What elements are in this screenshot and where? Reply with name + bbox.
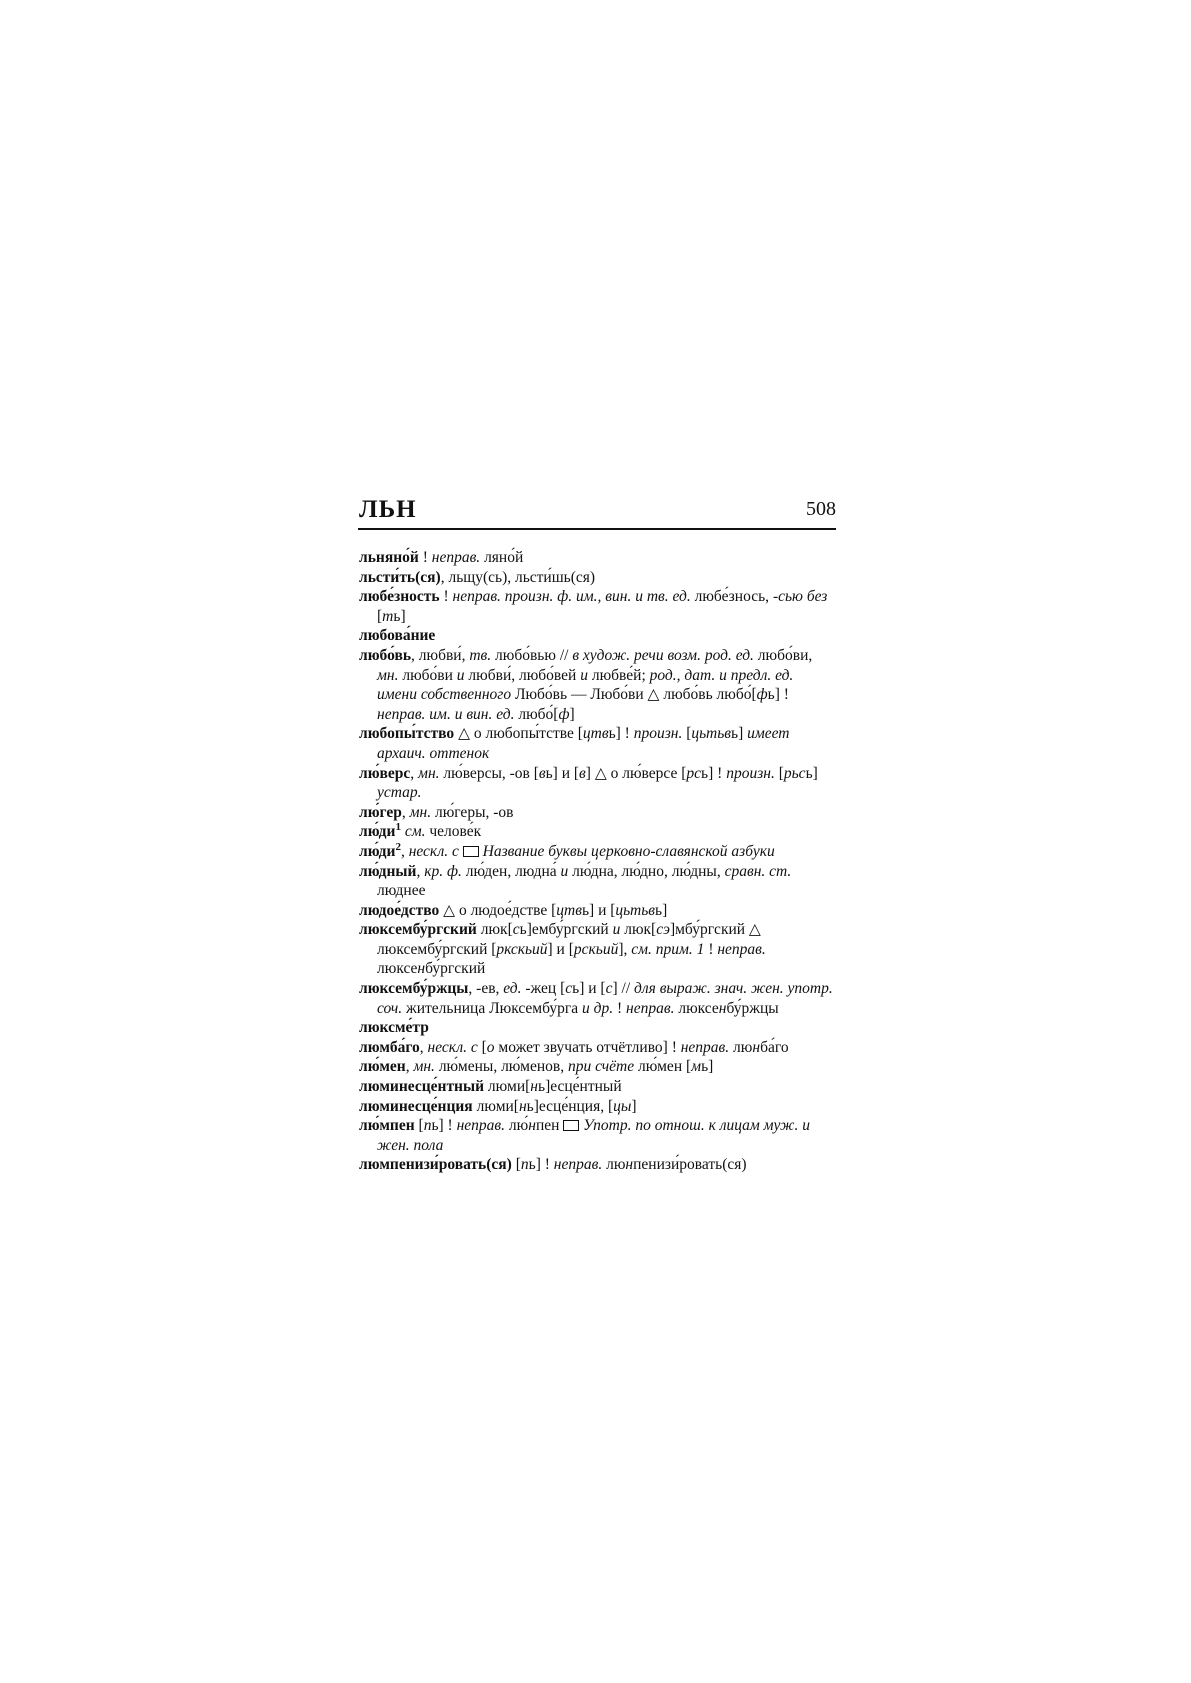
dictionary-entries xyxy=(359,548,837,1175)
headword: лю́дный xyxy=(359,862,417,880)
dictionary-entry: лю́верс, мн. лю́версы, -ов [вь] и [в] △ о лю́версе [рсь] ! произн. [рьсь] устар. xyxy=(359,764,818,802)
dictionary-entry: любо́вь, любви́, тв. любо́вью // в худож. речи возм. род. ед. любо́ви, мн. любо́ви и любви́, любо́вей и любве́й; род., дат. и предл. ед. имени собственного Любо́вь — Любо́ви △ любо́вь любо́[фь] ! неправ. им. и вин. ед. любо́[ф] xyxy=(359,646,813,723)
headword: любо́вь xyxy=(359,646,412,664)
dictionary-entry: лю́мен, мн. лю́мены, лю́менов, при счёте лю́мен [мь] xyxy=(359,1058,714,1076)
page-header xyxy=(359,496,836,526)
dictionary-entry: люксембу́ржцы, -ев, ед. -жец [сь] и [с] // для выраж. знач. жен. употр. соч. жительница Люксембу́рга и др. ! неправ. люксенбу́ржцы xyxy=(359,980,833,1017)
dictionary-entry: лю́мпен [пь] ! неправ. лю́нпен Употр. по отнош. к лицам муж. и жен. пола xyxy=(359,1117,810,1154)
dictionary-entry: люмба́го, нескл. с [о может звучать отчётливо] ! неправ. люнба́го xyxy=(359,1038,789,1056)
headword: льсти́ть(ся) xyxy=(359,568,441,586)
headword: любе́зность xyxy=(359,588,440,606)
dictionary-entry: любопы́тство △ о любопы́тстве [цтвь] ! произн. [цьтьвь] имеет архаич. оттенок xyxy=(359,725,790,762)
headword: люминесце́нтный xyxy=(359,1078,485,1096)
dictionary-entry: люксембу́ргский люк[сь]ембу́ргский и люк[сэ]мбу́ргский △ люксембу́ргский [ркскьий] и [рскьий], см. прим. 1 ! неправ. люксенбу́ргский xyxy=(359,921,766,978)
headword: люксме́тр xyxy=(359,1019,429,1037)
header-rule xyxy=(358,528,836,530)
running-head: ЛЬН xyxy=(359,496,417,523)
dictionary-entry: $лю́ди^1$ см. челове́к xyxy=(359,821,482,841)
dictionary-entry xyxy=(359,626,837,646)
homonym-number: 1 xyxy=(395,821,401,834)
headword: людое́дство xyxy=(359,901,440,919)
dictionary-entry: $лю́ди^2$, нескл. с Название буквы церковно-славянской азбуки xyxy=(359,840,775,860)
dictionary-entry: льняно́й ! неправ. ляно́й xyxy=(359,549,524,566)
page-number: 508 xyxy=(806,498,836,520)
headword: льняно́й xyxy=(359,549,419,566)
dictionary-entry: лю́гер, мн. лю́геры, -ов xyxy=(359,803,514,821)
headword: любопы́тство xyxy=(359,725,455,743)
dictionary-entry: люминесце́нция люми[нь]есце́нция, [цы] xyxy=(359,1097,637,1115)
headword: люмба́го xyxy=(359,1038,420,1056)
headword: лю́ди xyxy=(359,842,396,860)
dictionary-entry: люмпенизи́ровать(ся) [пь] ! неправ. люнпенизи́ровать(ся) xyxy=(359,1156,747,1174)
dictionary-entry: люминесце́нтный люми[нь]есце́нтный xyxy=(359,1078,622,1096)
headword: лю́верс xyxy=(359,764,411,782)
note-square-icon xyxy=(563,1120,579,1131)
headword: лю́гер xyxy=(359,803,402,821)
headword: люксембу́ргский xyxy=(359,921,477,939)
homonym-number: 2 xyxy=(395,840,401,853)
dictionary-entry: любе́зность ! неправ. произн. ф. им., вин. и тв. ед. любе́знось, -сью без [ть] xyxy=(359,588,828,625)
headword: лю́ди xyxy=(359,823,396,841)
headword: лю́мпен xyxy=(359,1117,415,1135)
headword: лю́мен xyxy=(359,1058,406,1076)
dictionary-entry: льсти́ть(ся), льщу(сь), льсти́шь(ся) xyxy=(359,568,596,586)
headword: люксембу́ржцы xyxy=(359,980,469,998)
note-square-icon xyxy=(463,846,479,857)
headword: люмпенизи́ровать(ся) xyxy=(359,1156,512,1174)
headword: любова́ние xyxy=(359,627,436,645)
dictionary-entry: лю́дный, кр. ф. лю́ден, людна́ и лю́дна, лю́дно, лю́дны, сравн. ст. люднее xyxy=(359,862,792,900)
headword: люминесце́нция xyxy=(359,1097,473,1115)
dictionary-entry: людое́дство △ о людое́дстве [цтвь] и [цьтьвь] xyxy=(359,901,668,919)
dictionary-entry xyxy=(359,1018,837,1038)
